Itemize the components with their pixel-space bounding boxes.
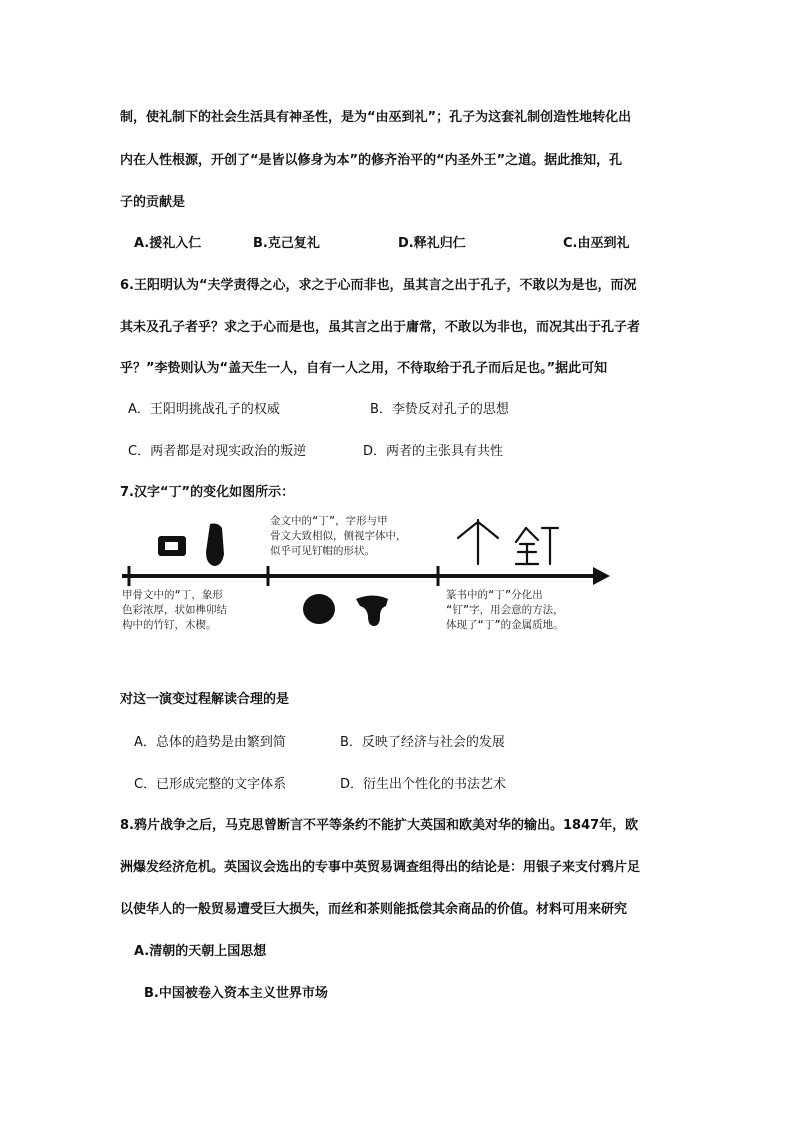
seal-glyph-ding <box>458 520 498 564</box>
q7-stem: 7.汉字“丁”的变化如图所示： <box>120 485 295 500</box>
q5-line-1: 制，使礼制下的社会生活具有神圣性，是为“由巫到礼”；孔子为这套礼制创造性地转化出 <box>120 110 632 125</box>
q8-option-b: B.中国被卷入资本主义世界市场 <box>144 986 328 1001</box>
q5-option-a: A.援礼入仁 <box>134 236 202 251</box>
character-evolution-figure <box>118 506 618 646</box>
q7-question: 对这一演变过程解读合理的是 <box>120 692 290 707</box>
q5-option-c: C.由巫到礼 <box>563 236 630 251</box>
q7-option-b: B．反映了经济与社会的发展 <box>340 735 505 750</box>
q8-line-2: 洲爆发经济危机。英国议会选出的专事中英贸易调查组得出的结论是：用银子来支付鸦片足 <box>120 860 641 875</box>
oracle-caption-line: 构中的竹钉，木楔。 <box>122 619 217 631</box>
bronze-caption <box>270 514 407 559</box>
q5-option-d: D.释礼归仁 <box>398 236 466 251</box>
bronze-caption-line: 金文中的“丁”，字形与甲 <box>270 515 388 527</box>
oracle-caption <box>122 588 227 633</box>
timeline-arrowhead <box>593 567 610 585</box>
bronze-glyph-dot <box>303 594 335 624</box>
oracle-bone-glyph-square <box>158 536 186 556</box>
q6-line-1: 6.王阳明认为“夫学责得之心，求之于心而非也，虽其言之出于孔子，不敢以为是也，而况 <box>120 278 637 293</box>
q8-line-3: 以使华人的一般贸易遭受巨大损失，而丝和茶则能抵偿其余商品的价值。材料可用来研究 <box>120 902 628 917</box>
q7-option-c: C．已形成完整的文字体系 <box>134 777 287 792</box>
seal-glyph-ding-metal <box>516 528 558 564</box>
q5-option-b: B.克己复礼 <box>253 236 320 251</box>
bronze-glyph-nail <box>356 596 388 627</box>
bronze-caption-line: 骨文大致相似，侧视字体中， <box>270 530 407 542</box>
q5-line-2: 内在人性根源，开创了“是皆以修身为本”的修齐治平的“内圣外王”之道。据此推知，孔 <box>120 153 623 168</box>
q6-option-a: A．王阳明挑战孔子的权威 <box>128 402 280 417</box>
q6-line-3: 乎？”李贽则认为“盖天生一人，自有一人之用，不待取给于孔子而后足也。”据此可知 <box>120 361 608 376</box>
q7-option-d: D．衍生出个性化的书法艺术 <box>340 777 507 792</box>
seal-caption <box>446 588 564 633</box>
bronze-caption-line: 似乎可见钉帽的形状。 <box>270 545 375 557</box>
oracle-caption-line: 甲骨文中的“丁，象形 <box>122 589 223 601</box>
q7-option-a: A．总体的趋势是由繁到简 <box>134 735 286 750</box>
seal-caption-line: 篆书中的“丁”分化出 <box>446 589 543 601</box>
q8-option-a: A.清朝的天朝上国思想 <box>134 944 267 959</box>
seal-caption-line: “钉”字，用会意的方法， <box>446 604 564 616</box>
q6-option-b: B．李贽反对孔子的思想 <box>370 402 509 417</box>
q5-line-3: 子的贡献是 <box>120 195 186 210</box>
q8-line-1: 8.鸦片战争之后，马克思曾断言不平等条约不能扩大英国和欧美对华的输出。1847年，欧 <box>120 818 639 833</box>
oracle-bone-glyph-wedge <box>206 524 224 567</box>
seal-caption-line: 体现了“丁”的金属质地。 <box>446 619 564 631</box>
q6-line-2: 其未及孔子者乎？求之于心而是也，虽其言之出于庸常，不敢以为非也，而况其出于孔子者 <box>120 320 641 335</box>
oracle-caption-line: 色彩浓厚，状如榫卯结 <box>122 604 227 616</box>
q6-option-d: D．两者的主张具有共性 <box>363 444 504 459</box>
q6-option-c: C．两者都是对现实政治的叛逆 <box>128 444 307 459</box>
